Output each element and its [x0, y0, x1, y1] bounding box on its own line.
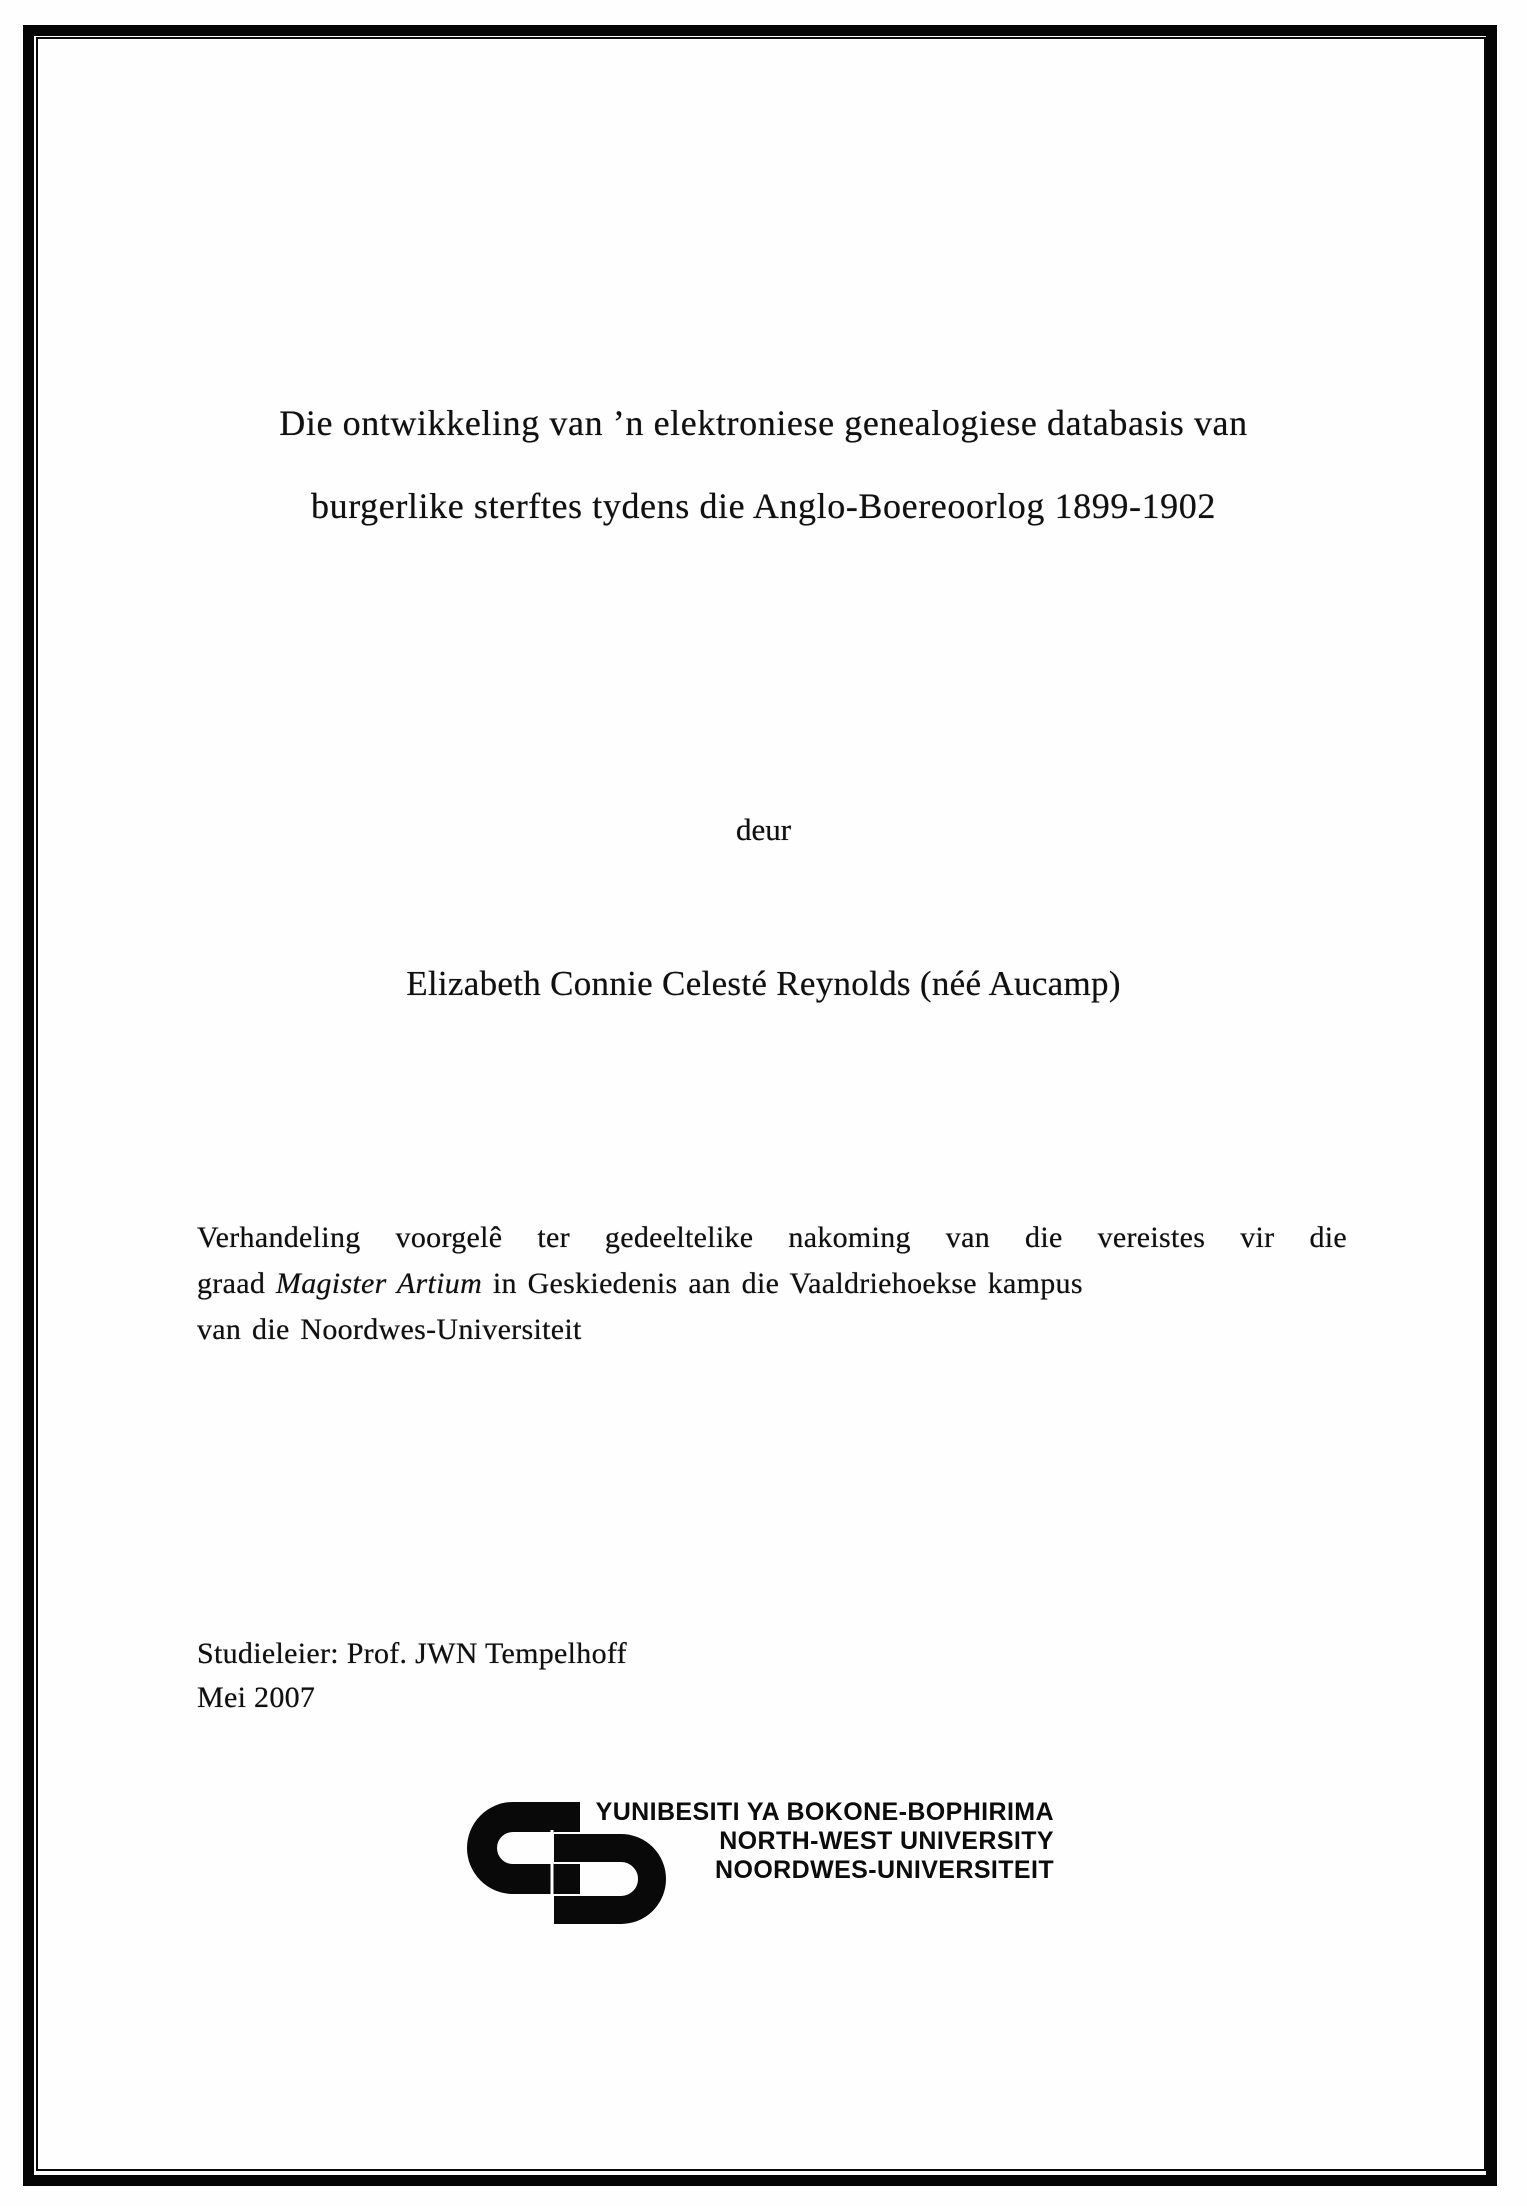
degree-statement-line-1: Verhandeling voorgelê ter gedeeltelike nakoming van die vereistes vir die [197, 1221, 1347, 1254]
author-name: Elizabeth Connie Celesté Reynolds (néé Aucamp) [406, 964, 1121, 1003]
supervisor-line: Studieleier: Prof. JWN Tempelhoff [197, 1637, 627, 1670]
degree-statement-line-2-prefix: graad [197, 1267, 276, 1300]
degree-statement-line-2 [197, 1261, 1347, 1307]
nwu-logo-text-line-3: NOORDWES-UNIVERSITEIT [715, 1856, 1054, 1884]
nwu-logo-text-line-2: NORTH-WEST UNIVERSITY [719, 1827, 1054, 1855]
thesis-title-line-2: burgerlike sterftes tydens die Anglo-Boereoorlog 1899-1902 [311, 486, 1216, 526]
nwu-logo-text-line-1: YUNIBESITI YA BOKONE-BOPHIRIMA [595, 1798, 1054, 1826]
degree-name-italic: Magister Artium [275, 1267, 483, 1300]
nwu-logo-text [588, 1798, 1054, 1885]
thesis-title-line-1: Die ontwikkeling van ’n elektroniese genealogiese databasis van [279, 403, 1248, 443]
degree-statement-line-2-suffix: in Geskiedenis aan die Vaaldriehoekse kampus [482, 1267, 1083, 1300]
degree-statement-line-3: van die Noordwes-Universiteit [197, 1313, 582, 1346]
byline-deur: deur [735, 812, 792, 847]
degree-statement [197, 1215, 1347, 1353]
date-line: Mei 2007 [197, 1681, 316, 1714]
